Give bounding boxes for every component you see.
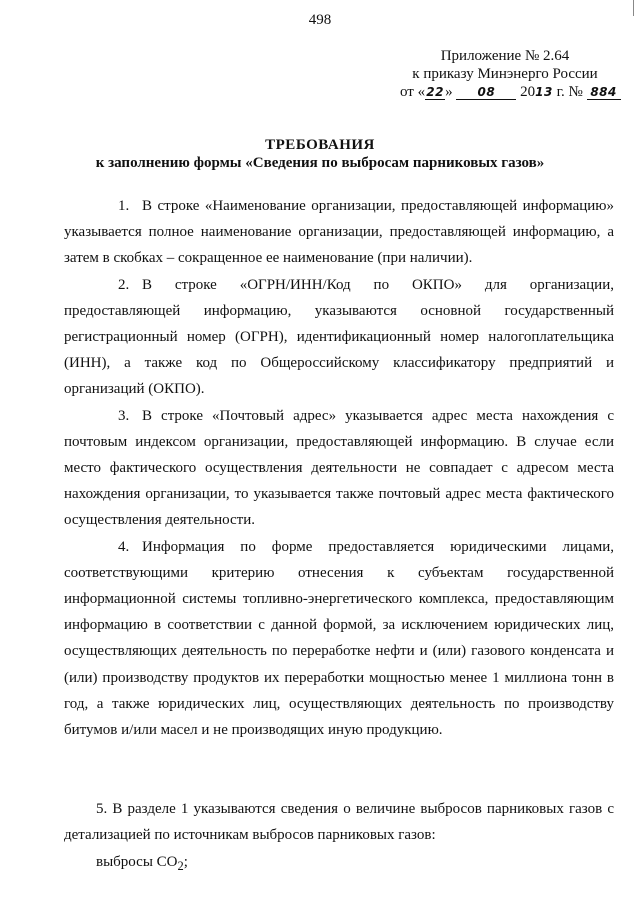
emission-item-co2 <box>64 849 614 879</box>
paragraph-1-text: В строке «Наименование организации, предоставляющей информацию» указывается полное наименование организации, предоставляющей информацию, а затем в скобках – сокращенное ее наименование (при наличии). <box>64 198 614 267</box>
document-title: ТРЕБОВАНИЯ <box>265 137 375 153</box>
document-title-block <box>0 136 640 172</box>
handwritten-order-number: 884 <box>587 85 621 100</box>
document-body <box>64 193 614 879</box>
date-from-label: от « <box>400 84 426 100</box>
emission-item-prefix: выбросы CO <box>96 853 178 870</box>
handwritten-month: 08 <box>456 85 516 100</box>
paragraph-2-number: 2. <box>118 276 130 293</box>
year-prefix: 20 <box>520 84 536 100</box>
page-number: 498 <box>308 12 332 28</box>
appendix-order-reference: к приказу Минэнерго России <box>412 66 598 82</box>
paragraph-4-text: Информация по форме предоставляется юридическими лицами, соответствующими критерию отнесения к субъектам государственной информационной системы топливно-энергетического комплекса, предоставляющим информацию в соответствии с данной формой, за исключением юридических лиц, осуществляющих деятельность по переработке нефти и (или) газового конденсата и (или) производству продуктов их переработки мощностью менее 1 миллиона тонн в год, а также юридических лиц, осуществляющих деятельность по производству битумов и/или масел и не производящих иную продукцию. <box>64 538 614 739</box>
appendix-order-date-line <box>400 83 617 101</box>
paragraph-3 <box>64 403 614 534</box>
date-day-close: » <box>445 84 453 100</box>
paragraph-2 <box>64 272 614 403</box>
document-subtitle: к заполнению формы «Сведения по выбросам парниковых газов» <box>95 155 545 171</box>
paragraph-1 <box>64 193 614 272</box>
paragraph-5: 5. В разделе 1 указываются сведения о величине выбросов парниковых газов с детализацией по источникам выбросов парниковых газов: <box>64 801 614 844</box>
emission-item-subscript: 2 <box>177 858 184 873</box>
section-gap <box>64 743 614 796</box>
appendix-title: Приложение № 2.64 <box>440 48 570 64</box>
paragraph-4-number: 4. <box>118 538 130 555</box>
handwritten-year: 13 <box>535 85 553 99</box>
order-number-label: г. № <box>552 84 587 100</box>
appendix-header <box>400 47 617 101</box>
handwritten-day: 22 <box>426 85 444 99</box>
paragraph-1-number: 1. <box>118 198 130 214</box>
paragraph-3-text: В строке «Почтовый адрес» указывается адрес места нахождения с почтовым индексом организации, предоставляющей информацию. В случае если место фактического осуществления деятельности не совпадает с адресом места нахождения организации, то указывается также почтовый адрес места фактического осуществления деятельности. <box>64 407 614 529</box>
paragraph-2-text: В строке «ОГРН/ИНН/Код по ОКПО» для организации, предоставляющей информацию, указываются основной государственный регистрационный номер (ОГРН), идентификационный номер налогоплательщика (ИНН), а также код по Общероссийскому классификатору предприятий и организаций (ОКПО). <box>64 276 614 398</box>
paragraph-3-number: 3. <box>118 407 130 424</box>
emission-item-suffix: ; <box>183 853 188 870</box>
paragraph-4 <box>64 534 614 744</box>
